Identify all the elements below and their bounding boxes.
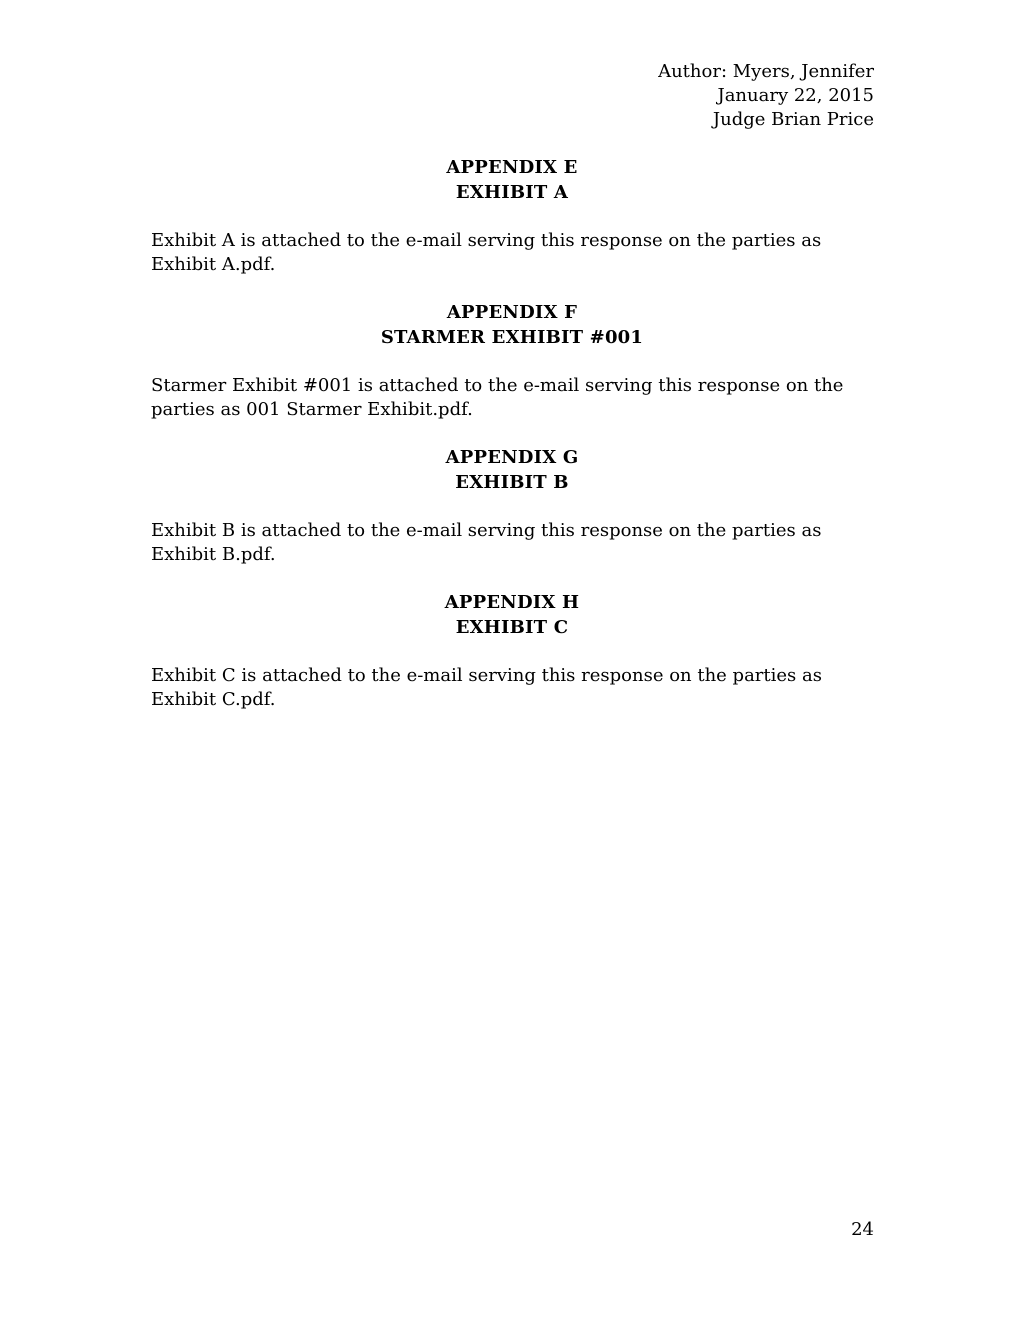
body-line: Exhibit A is attached to the e-mail serving this response on the parties as — [151, 230, 822, 251]
body-line: Exhibit A.pdf. — [151, 254, 276, 275]
appendix-heading: APPENDIX F — [446, 302, 578, 323]
section-body — [151, 519, 873, 567]
appendix-heading: APPENDIX H — [444, 592, 580, 613]
page-number: 24 — [851, 1219, 874, 1240]
section-body — [151, 229, 873, 277]
body-line: Exhibit B is attached to the e-mail serving this response on the parties as — [151, 520, 822, 541]
date-line: January 22, 2015 — [717, 85, 874, 106]
body-line: Exhibit C.pdf. — [151, 689, 276, 710]
body-line: parties as 001 Starmer Exhibit.pdf. — [151, 399, 473, 420]
exhibit-heading: EXHIBIT B — [455, 472, 569, 493]
judge-line: Judge Brian Price — [712, 109, 874, 130]
body-line: Exhibit B.pdf. — [151, 544, 276, 565]
section-body — [151, 664, 873, 712]
appendix-e-section — [151, 155, 873, 277]
author-line: Author: Myers, Jennifer — [658, 61, 874, 82]
appendix-f-section — [151, 300, 873, 422]
header-block — [658, 60, 874, 132]
body-line: Starmer Exhibit #001 is attached to the e-mail serving this response on the — [151, 375, 844, 396]
appendix-heading: APPENDIX G — [445, 447, 579, 468]
exhibit-heading: EXHIBIT C — [455, 617, 569, 638]
appendix-g-section — [151, 445, 873, 567]
exhibit-heading: EXHIBIT A — [455, 182, 569, 203]
exhibit-heading: STARMER EXHIBIT #001 — [380, 327, 644, 348]
appendix-h-section — [151, 590, 873, 712]
appendix-heading: APPENDIX E — [446, 157, 578, 178]
section-body — [151, 374, 873, 422]
body-line: Exhibit C is attached to the e-mail serving this response on the parties as — [151, 665, 822, 686]
